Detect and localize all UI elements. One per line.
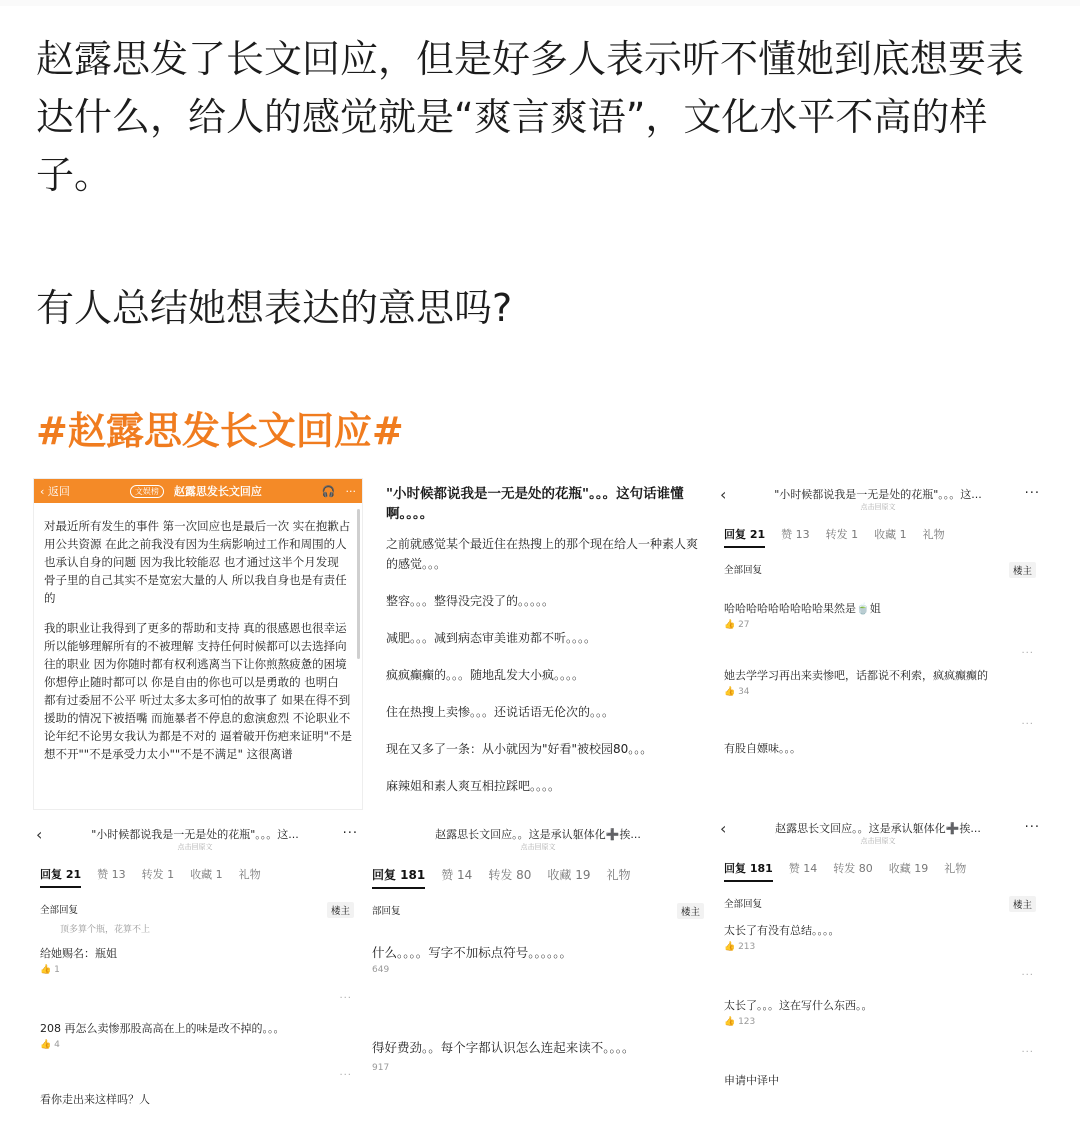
like-count[interactable]: 👍 34	[724, 687, 750, 697]
screenshot-comments-1	[720, 486, 1040, 816]
comment-text: 太长了。。。这在写什么东西。。	[724, 999, 873, 1012]
thread-title: 赵露思长文回应。。这是承认躯体化➕挨...	[775, 822, 981, 835]
all-replies-label[interactable]: 部回复	[372, 906, 401, 917]
more-icon[interactable]: ···	[342, 826, 358, 841]
post-line: 疯疯癫癫的。。。随地乱发大小疯。。。。	[386, 668, 585, 682]
comment-text: 太长了有没有总结。。。。	[724, 924, 840, 937]
owner-filter[interactable]: 楼主	[1009, 896, 1036, 912]
post-text: 赵露思发了长文回应，但是好多人表示听不懂她到底想要表达什么，给人的感觉就是“爽言爽语”，文化水平不高的样子。	[36, 37, 1025, 197]
thread-subtitle[interactable]: 点击回原文	[860, 503, 896, 511]
tab-likes[interactable]: 赞 14	[788, 862, 818, 875]
tab-favorites[interactable]: 收藏 19	[547, 868, 591, 882]
post-question: 有人总结她想表达的意思吗?	[36, 286, 513, 330]
like-count[interactable]: 👍 213	[724, 942, 756, 952]
all-replies-label[interactable]: 全部回复	[724, 565, 763, 576]
thread-subtitle[interactable]: 点击回原文	[520, 843, 556, 851]
category-pill: 文娱榜	[130, 485, 164, 498]
comment-text: 哈哈哈哈哈哈哈哈哈果然是🍵姐	[724, 602, 881, 615]
comment-text: 看你走出来这样吗？人	[40, 1093, 150, 1106]
like-count[interactable]: 👍 27	[724, 620, 750, 630]
thread-title: "小时候都说我是一无是处的花瓶"。。。这...	[774, 488, 982, 501]
more-icon[interactable]: ···	[1024, 486, 1040, 501]
back-chevron-icon[interactable]: ‹	[720, 486, 727, 504]
quoted-reply: 顶多算个瓶，花算不上	[60, 925, 151, 935]
back-button[interactable]: ‹ 返回	[40, 485, 70, 498]
screenshot-comments-2	[36, 826, 358, 1147]
more-icon[interactable]: ···	[1021, 970, 1034, 981]
tab-likes[interactable]: 赞 13	[97, 868, 126, 881]
comment-text: 有股自嫖味。。。	[724, 742, 801, 755]
screenshot-comments-3	[368, 826, 708, 1147]
thread-subtitle[interactable]: 点击回原文	[177, 843, 213, 851]
tab-reposts[interactable]: 转发 80	[833, 862, 873, 875]
statement-paragraph: 对最近所有发生的事件 第一次回应也是最后一次 实在抱歉占用公共资源 在此之前我没有因为生病影响过工作和周围的人 也承认自身的问题 因为我比较能忍 也才通过这半个月发现 骨子里的自己其实不是宽宏大量的人 所以我自身也是有责任的	[44, 519, 351, 605]
screenshot-statement	[33, 478, 363, 810]
post-line: 现在又多了一条：从小就因为"好看"被校园80。。。	[386, 742, 653, 756]
like-count[interactable]: 👍 123	[724, 1017, 756, 1027]
tab-replies[interactable]: 回复 21	[40, 866, 81, 888]
tab-reposts[interactable]: 转发 80	[488, 868, 532, 882]
tab-reposts[interactable]: 转发 1	[141, 868, 175, 881]
app-header-bar	[34, 479, 362, 503]
like-count[interactable]: 649	[372, 965, 390, 975]
tab-replies[interactable]: 回复 181	[372, 866, 425, 889]
thread-title: 赵露思长文回应。。这是承认躯体化➕挨...	[435, 828, 641, 841]
more-icon[interactable]: ···	[345, 484, 357, 498]
more-icon[interactable]: ···	[339, 993, 352, 1004]
owner-filter[interactable]: 楼主	[677, 903, 704, 919]
thread-subtitle[interactable]: 点击回原文	[860, 837, 896, 845]
comment-text: 208 再怎么卖惨那股高高在上的味是改不掉的。。。	[40, 1022, 285, 1035]
headphone-icon[interactable]: 🎧	[321, 484, 336, 498]
header-title: 赵露思发长文回应	[173, 485, 262, 498]
post-line: 麻辣姐和素人爽互相拉踩吧。。。。	[386, 779, 561, 793]
more-icon[interactable]: ···	[1021, 648, 1034, 659]
post-line: 减肥。。。减到病态审美谁劝都不听。。。。	[386, 631, 597, 645]
like-count[interactable]: 👍 1	[40, 965, 60, 975]
like-count[interactable]: 917	[372, 1063, 390, 1073]
like-count[interactable]: 👍 4	[40, 1040, 60, 1050]
all-replies-label[interactable]: 全部回复	[724, 899, 763, 910]
tab-replies[interactable]: 回复 181	[724, 860, 773, 882]
tab-replies[interactable]: 回复 21	[724, 526, 765, 548]
post-headline: "小时候都说我是一无是处的花瓶"。。。这句话谁懂啊。。。。	[386, 486, 684, 522]
owner-filter[interactable]: 楼主	[327, 902, 354, 918]
tab-gifts[interactable]: 礼物	[922, 528, 945, 541]
tab-gifts[interactable]: 礼物	[944, 862, 967, 875]
thread-title: "小时候都说我是一无是处的花瓶"。。。这...	[91, 828, 299, 841]
back-chevron-icon[interactable]: ‹	[720, 820, 727, 838]
post-line: 整容。。。整得没完没了的。。。。。	[386, 594, 555, 608]
tab-favorites[interactable]: 收藏 19	[888, 862, 929, 875]
scrollbar[interactable]	[357, 509, 360, 659]
tab-favorites[interactable]: 收藏 1	[190, 868, 223, 881]
more-icon[interactable]: ···	[339, 1070, 352, 1081]
tab-reposts[interactable]: 转发 1	[825, 528, 859, 541]
tab-favorites[interactable]: 收藏 1	[874, 528, 907, 541]
comment-text: 什么。。。。写字不加标点符号。。。。。。	[372, 945, 573, 960]
comment-text: 得好费劲。。每个字都认识怎么连起来读不。。。。	[372, 1040, 635, 1055]
more-icon[interactable]: ···	[1021, 719, 1034, 730]
comment-text: 她去学学习再出来卖惨吧，话都说不利索，疯疯癫癫的	[724, 669, 988, 682]
statement-paragraph: 我的职业让我得到了更多的帮助和支持 真的很感恩也很幸运 所以能够理解所有的不被理解 支持任何时候都可以去选择向往的职业 因为你随时都有权利逃离当下让你煎熬疲惫的困境 你想停止随时都可以 你是自由的你也可以是勇敢的 也明白 都有过委屈不公平 听过太多太多可怕的故事了 如果在得不到援助的情况下被捂嘴 而施暴者不停息的愈演愈烈 不论职业不论年纪不论男女我认为都是不对的 逼着破开伤疤来证明"不是想不开""不是承受力太小""不是不满足" 这很离谱	[44, 621, 352, 761]
more-icon[interactable]: ···	[1024, 820, 1040, 835]
owner-filter[interactable]: 楼主	[1009, 562, 1036, 578]
comment-text: 申请中译中	[724, 1074, 779, 1087]
tab-likes[interactable]: 赞 14	[441, 868, 473, 882]
screenshot-post	[378, 478, 708, 810]
top-edge	[0, 0, 1080, 6]
tab-gifts[interactable]: 礼物	[238, 868, 261, 881]
all-replies-label[interactable]: 全部回复	[40, 905, 79, 916]
tab-gifts[interactable]: 礼物	[606, 868, 631, 882]
more-icon[interactable]: ···	[1021, 1047, 1034, 1058]
hashtag-link[interactable]: #赵露思发长文回应#	[36, 409, 404, 453]
back-chevron-icon[interactable]: ‹	[36, 826, 43, 844]
screenshot-comments-4	[720, 820, 1040, 1147]
post-line: 住在热搜上卖惨。。。还说话语无伦次的。。。	[386, 705, 615, 719]
tab-likes[interactable]: 赞 13	[781, 528, 810, 541]
post-line: 之前就感觉某个最近住在热搜上的那个现在给人一种素人爽的感觉。。。	[386, 537, 699, 571]
comment-text: 给她赐名：瓶姐	[40, 947, 117, 960]
